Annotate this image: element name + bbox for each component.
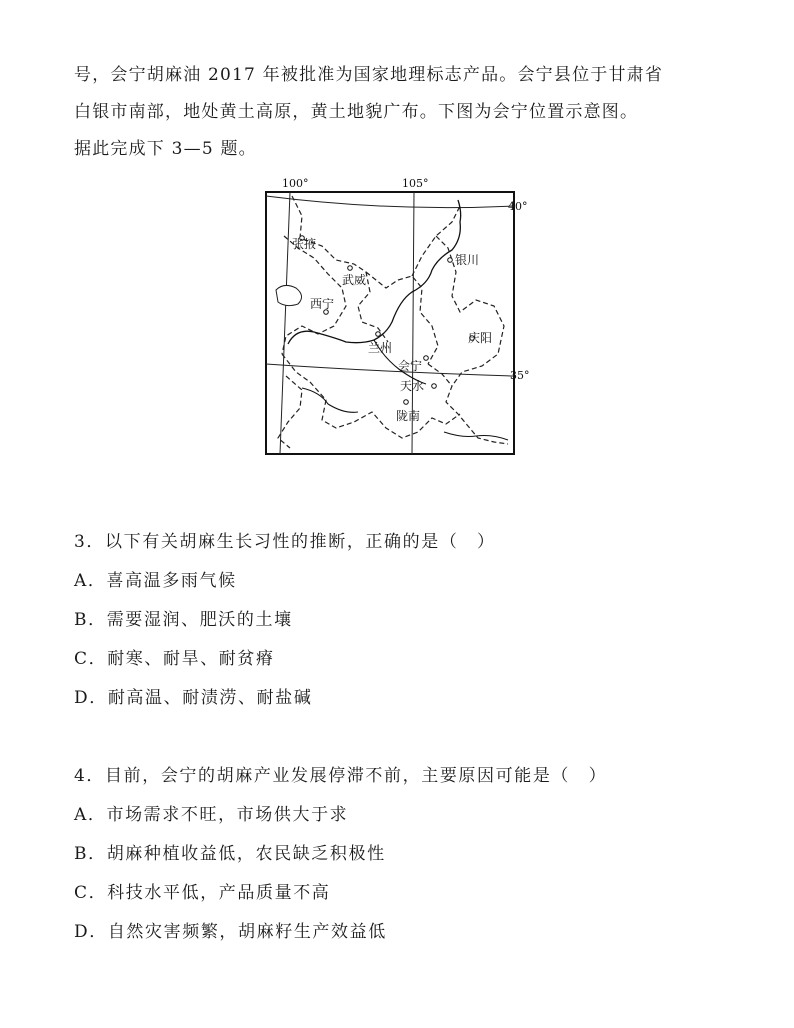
location-map-svg [262,176,530,462]
intro-line-2: 白银市南部，地处黄土高原，黄土地貌广布。下图为会宁位置示意图。 [74,102,639,122]
city-marker-huining [424,356,429,361]
location-map [262,176,530,462]
place-label-wuwei: 武威 [342,273,367,287]
question-3-stem: 3．以下有关胡麻生长习性的推断，正确的是（ ） [74,532,496,552]
place-label-xining: 西宁 [310,297,335,311]
question-3-option-b: B．需要湿润、肥沃的土壤 [74,610,293,630]
intro-line-3: 据此完成下 3—5 题。 [74,139,257,159]
lon-label-105: 105° [402,177,429,190]
lat-label-35: 35° [510,369,530,382]
map-frame [266,192,514,454]
lon-label-100: 100° [282,177,309,190]
lat-label-40: 40° [508,200,528,213]
question-4-option-c: C．科技水平低，产品质量不高 [74,883,331,903]
city-marker-longnan [404,400,409,405]
city-marker-tianshui [432,384,437,389]
question-4-option-d: D．自然灾害频繁，胡麻籽生产效益低 [74,922,387,942]
place-label-yinchuan: 银川 [455,253,480,267]
question-4-option-a: A．市场需求不旺，市场供大于求 [74,805,349,825]
place-label-lanzhou: 兰州 [368,341,393,355]
question-4-option-b: B．胡麻种植收益低，农民缺乏积极性 [74,844,386,864]
question-3-option-d: D．耐高温、耐渍涝、耐盐碱 [74,688,313,708]
question-4-stem: 4．目前，会宁的胡麻产业发展停滞不前，主要原因可能是（ ） [74,766,608,786]
city-marker-lanzhou [376,332,381,337]
place-label-longnan: 陇南 [396,409,421,423]
place-label-zhangye: 张掖 [292,237,317,251]
place-label-tianshui: 天水 [400,379,425,393]
intro-line-1: 号，会宁胡麻油 2017 年被批准为国家地理标志产品。会宁县位于甘肃省 [74,65,664,85]
question-3-option-c: C．耐寒、耐旱、耐贫瘠 [74,649,275,669]
city-marker-yinchuan [448,258,453,263]
question-3-option-a: A．喜高温多雨气候 [74,571,237,591]
city-marker-wuwei [348,266,353,271]
place-label-huining: 会宁 [398,359,423,373]
intro-paragraph [74,57,734,168]
place-label-qingyang: 庆阳 [468,331,493,345]
